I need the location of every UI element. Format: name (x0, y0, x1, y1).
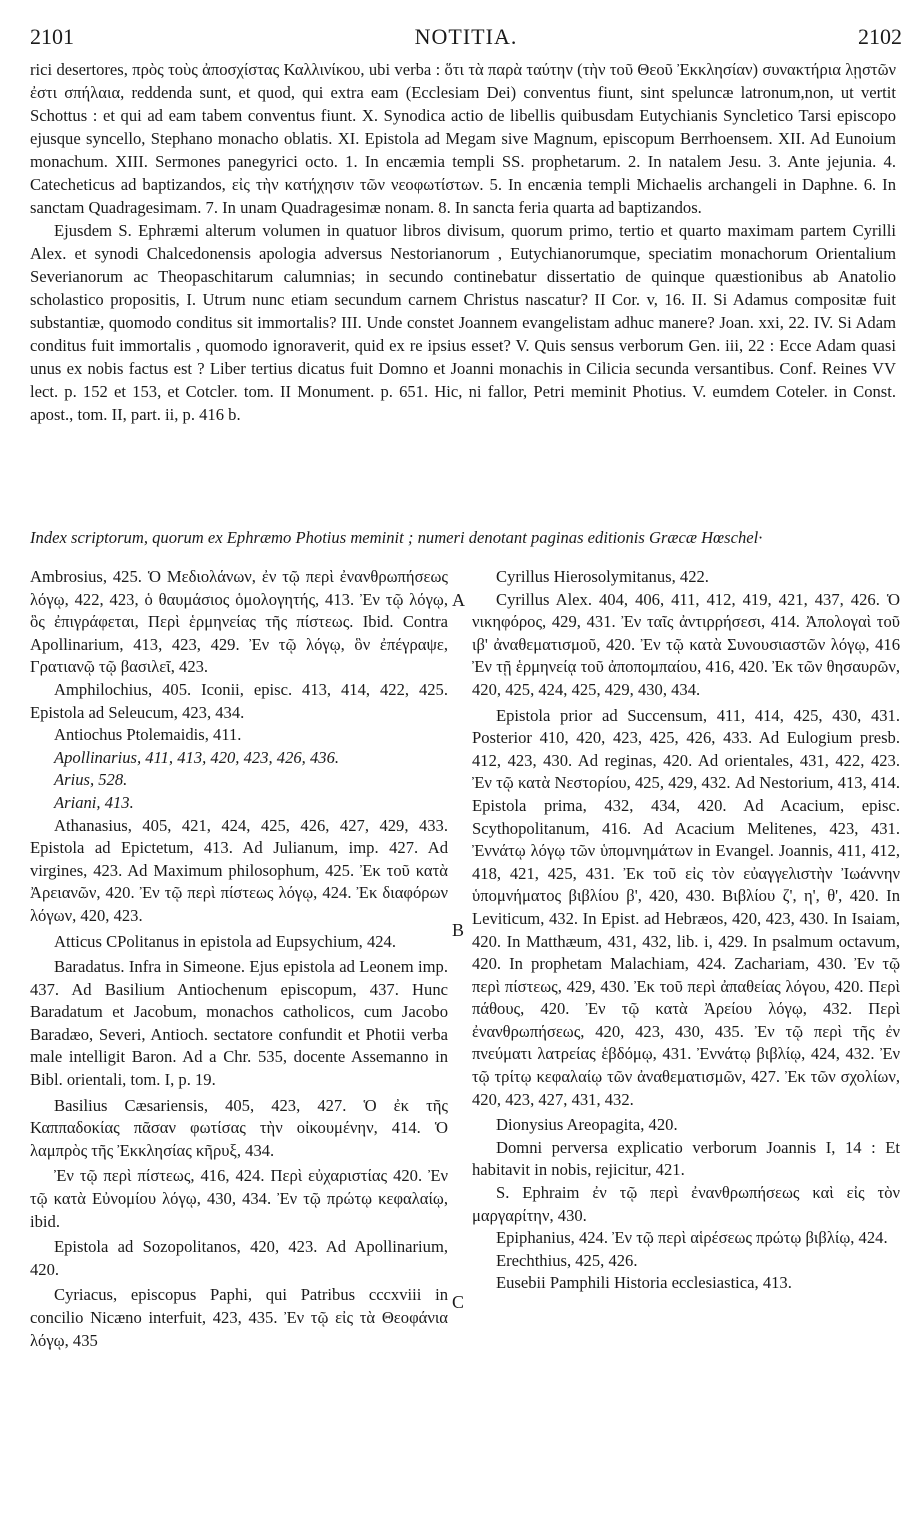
index-entry: Erechthius, 425, 426. (496, 1250, 638, 1270)
index-entry: Epiphanius, 424. Ἐν τῷ περὶ αἱρέσεως πρώτῳ βιβλίῳ, 424. (496, 1228, 888, 1248)
index-entry: Dionysius Areopagita, 420. (496, 1115, 678, 1135)
index-entry: Atticus CPolitanus in epistola ad Eupsychium, 424. (54, 931, 396, 951)
index-entry: Ἐν τῷ περὶ πίστεως, 416, 424. Περὶ εὐχαριστίας 420. Ἐν τῷ κατὰ Εὐνομίου λόγῳ, 430, 434. Ἐν τῷ πρώτῳ κεφαλαίῳ, ibid. (30, 1166, 448, 1231)
index-entry: Athanasius, 405, 421, 424, 425, 426, 427, 429, 433. Epistola ad Epictetum, 413. Ad Julianum, imp. 427. Ad virgines, 423. Ad Maximum philosophum, 425. Ἐκ τοῦ κατὰ Ἀρειανῶν, 420. Ἐν τῷ περὶ πίστεως λόγῳ, 424. Ἐκ διαφόρων λόγων, 420, 423. (30, 815, 448, 925)
intro-paragraph: rici desertores, πρὸς τοὺς ἀποσχίστας Καλλινίκου, ubi verba : ὅτι τὰ παρὰ ταύτην (τὴν τοῦ Θεοῦ Ἐκκλησίαν) συνακτήρια λῃστῶν ἐστι σπήλαια, reddenda sunt, et quod, qui extra eam (Ecclesiam Dei) conventus fiunt, sint speluncæ latronum,non, ut vertit Schottus : et qui ad eam tabem conventus fiunt. X. Synodica actio de libellis quibusdam Eutychianis Syncletico Tarsi episcopo ejusque syncello, Stephano monacho oblatis. XI. Epistola ad Megam sive Magnum, episcopum Berrhoensem. XII. Ad Eunoium monachum. XIII. Sermones panegyrici octo. 1. In encæmia templi SS. prophetarum. 2. In natalem Jesu. 3. Ante jejunia. 4. Catecheticus ad baptizandos, εἰς τὴν κατήχησιν τῶν νεοφωτίστων. 5. In encænia templi Michaelis archangeli in Daphne. 6. In sanctam Quadragesimam. 7. In unam Quadragesimæ nonam. 8. In sancta feria quarta ad baptizandos. (30, 60, 896, 217)
intro-text (30, 58, 896, 426)
index-entry: Basilius Cæsariensis, 405, 423, 427. Ὁ ἐκ τῆς Καππαδοκίας πᾶσαν φωτίσας τὴν οἰκουμένην, 414. Ὁ λαμπρὸς τῆς Ἐκκλησίας κῆρυξ, 434. (30, 1095, 448, 1160)
running-header (30, 24, 902, 50)
index-entry: Ambrosius, 425. Ὁ Μεδιολάνων, ἐν τῷ περὶ ἐνανθρωπήσεως λόγῳ, 422, 423, ὁ θαυμάσιος ὁμολογητής, 413. Ἐν τῷ λόγῳ, ὃς ἐπιγράφεται, Περὶ ἑρμηνείας τῆς πίστεως. Ibid. Contra Apollinarium, 413, 423, 429. Ἐν τῷ λόγῳ, ὃν ἐπέγραψε, Γρατιανῷ τῷ βασιλεῖ, 423. (30, 567, 448, 677)
margin-letter-b: B (452, 920, 465, 940)
intro-paragraph: Ejusdem S. Ephræmi alterum volumen in quatuor libros divisum, quorum primo, tertio et quarto maximam partem Cyrilli Alex. et synodi Chalcedonensis apologia adversus Nestorianorum , Eutychianorumque, speciatim monachorum Orientalium Severianorum ac Theopaschitarum calumnias; in secundo continebatur dissertatio de quinque quæstionibus ab Anatolio scholastico propositis, I. Utrum nunc etiam secundum carnem Christus nascatur? II Cor. v, 16. II. Si Adamus compositæ fuit substantiæ, quomodo conditus sit immortalis? III. Unde constet Joannem evangelistam adhuc manere? Joan. xxi, 22. IV. Si Adam conditus fuit immortalis , quomodo ignoraverit, quid ex re ipsius esset? V. Quis sensus verborum Gen. iii, 22 : Ecce Adam quasi unus ex nobis factus est ? Liber tertius dicatus fuit Domno et Joanni monachis in Cilicia secunda versantibus. Conf. Reines VV lect. p. 152 et 153, et Cotcler. tom. II Monument. p. 651. Hic, ni fallor, Petri meminit Photius. V. eumdem Coteler. in Const. apost., tom. II, part. ii, p. 416 b. (30, 221, 896, 424)
margin-letter-a: A (452, 590, 465, 610)
index-entry: Cyriacus, episcopus Paphi, qui Patribus cccxviii in concilio Nicæno interfuit, 423, 435. Ἐν τῷ εἰς τὰ Θεοφάνια λόγῳ, 435 (30, 1285, 448, 1350)
index-heading: Index scriptorum, quorum ex Ephræmo Photius meminit ; numeri denotant paginas editionis Græcæ Hœschel· (30, 528, 763, 547)
index-entry: Arius, 528. (54, 770, 128, 790)
index-entry: Eusebii Pamphili Historia ecclesiastica, 413. (496, 1273, 792, 1293)
index-entry: Baradatus. Infra in Simeone. Ejus epistola ad Leonem imp. 437. Ad Basilium Antiochenum episcopum, 437. Hunc Baradatum et Jacobum, monachos catholicos, cum Jacobo Baradæo, Severi, Antioch. sectatore confundit et Photii verba male intelligit Baron. Ad a Chr. 535, docente Assemanno in Bibl. orientali, tom. I, p. 19. (30, 957, 448, 1090)
margin-letter-c: C (452, 1292, 465, 1312)
index-entry: Epistola prior ad Succensum, 411, 414, 425, 430, 431. Posterior 410, 420, 423, 425, 426, 433. Ad Eulogium presb. 412, 423, 430. Ad reginas, 420. Ad orientales, 431, 422, 423. Ἐν τῷ κατὰ Νεστορίου, 425, 429, 432. Ad Nestorium, 413, 414. Epistola prima, 432, 434, 420. Ad Acacium, episc. Scythopolitanum, 416. Ad Acacium Melitenes, 423, 431. Ἐννάτῳ λόγῳ τῶν ὑπομνημάτων in Evangel. Joannis, 411, 412, 418, 421, 425, 431. Ἐκ τοῦ εἰς τὸν εὐαγγελιστὴν Ἰωάννην ὑπομνήματος βιβλίου β', 420, 430. Βιβλίου ζ', η', θ', 420. In Leviticum, 432. In Epist. ad Hebræos, 420, 423, 430. In Isaiam, 420. In Matthæum, 431, 432, lib. i, 429. In psalmum octavum, 420. In prophetam Malachiam, 424. Zachariam, 430. Ἐν τῷ περὶ πίστεως, 429, 430. Ἐκ τοῦ περὶ ἀπαθείας λόγου, 420. Περὶ πάθους, 420. Ἐν τῷ κατὰ Ἀρείου λόγῳ, 432. Περὶ ἐνανθρωπήσεως, 420, 423, 430, 435. Ἐν τῷ περὶ τῆς ἐν πνεύματι λατρείας ἑβδόμῳ, 431. Ἐννάτῳ βιβλίῳ, 424, 432. Ἐν τῷ τρίτῳ κεφαλαίῳ τῶν ἀναθεματισμῶν, 427. Ἐκ τῶν σχολίων, 420, 423, 427, 431, 432. (472, 705, 900, 1109)
index-entry: Domni perversa explicatio verborum Joannis I, 14 : Et habitavit in nobis, rejicitur, 421. (472, 1137, 900, 1180)
index-entry: Ariani, 413. (54, 792, 134, 812)
index-entry: S. Ephraim ἐν τῷ περὶ ἐνανθρωπήσεως καὶ εἰς τὸν μαργαρίτην, 430. (472, 1183, 900, 1225)
index-entry: Cyrillus Alex. 404, 406, 411, 412, 419, 421, 437, 426. Ὁ νικηφόρος, 429, 431. Ἐν ταῖς ἀντιρρήσεσι, 414. Ἀπολογαὶ τοῦ ιβ' ἀναθεματισμοῦ, 420. Ἐν τῷ κατὰ Συνουσιαστῶν λόγῳ, 416 Ἐν τῇ ἑρμηνείᾳ τοῦ ἀποπομπαίου, 416, 420. Ἐκ τῶν θησαυρῶν, 420, 425, 424, 425, 429, 430, 434. (472, 589, 900, 699)
index-entry: Antiochus Ptolemaidis, 411. (54, 725, 242, 745)
left-page-number: 2101 (30, 24, 74, 49)
index-left-column (30, 566, 448, 1352)
running-title: NOTITIA. (414, 24, 518, 49)
right-page-number: 2102 (858, 24, 902, 49)
index-entry: Epistola ad Sozopolitanos, 420, 423. Ad Apollinarium, 420. (30, 1237, 448, 1279)
index-entry: Apollinarius, 411, 413, 420, 423, 426, 436. (54, 747, 340, 767)
index-right-column (472, 566, 900, 1295)
index-entry: Amphilochius, 405. Iconii, episc. 413, 414, 422, 425. Epistola ad Seleucum, 423, 434. (30, 679, 448, 722)
index-entry: Cyrillus Hierosolymitanus, 422. (496, 567, 709, 586)
